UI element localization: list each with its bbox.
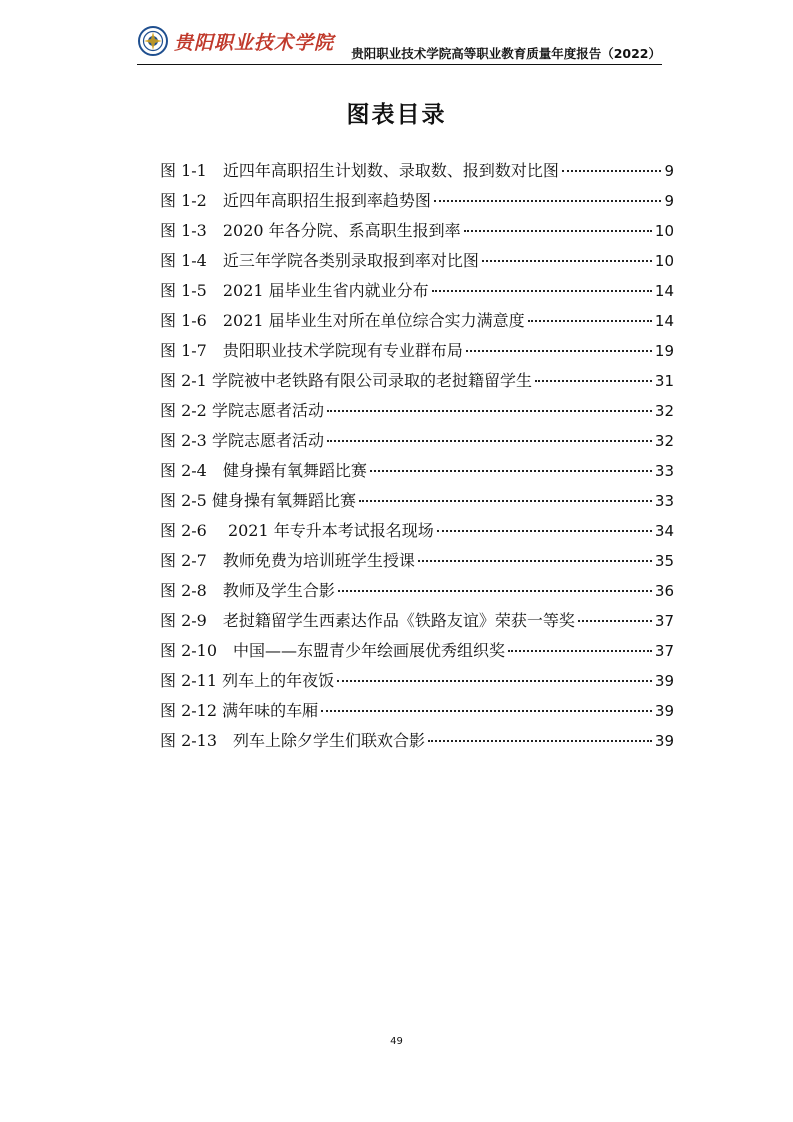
college-seal-icon xyxy=(138,26,168,56)
toc-entry-label: 图 2-4 健身操有氧舞蹈比赛 xyxy=(160,461,367,480)
college-logo xyxy=(138,24,334,58)
toc-entry-page: 10 xyxy=(654,252,674,270)
toc-entry-label: 图 1-6 2021 届毕业生对所在单位综合实力满意度 xyxy=(160,311,525,330)
toc-entry-label: 图 2-9 老挝籍留学生西素达作品《铁路友谊》荣获一等奖 xyxy=(160,611,575,630)
toc-entry-label: 图 2-11 列车上的年夜饭 xyxy=(160,671,335,690)
toc-entry-label: 图 2-12 满年味的车厢 xyxy=(160,701,319,720)
toc-entry-page: 33 xyxy=(654,492,674,510)
dot-leader xyxy=(434,200,662,202)
report-title: 贵阳职业技术学院高等职业教育质量年度报告（2022） xyxy=(351,46,661,61)
toc-entry-label: 图 2-7 教师免费为培训班学生授课 xyxy=(160,551,415,570)
toc-entry[interactable] xyxy=(160,576,674,606)
dot-leader xyxy=(432,290,652,292)
toc-entry[interactable] xyxy=(160,726,674,756)
toc-entry-page: 9 xyxy=(664,192,674,210)
toc-entry-label: 图 2-3 学院志愿者活动 xyxy=(160,431,324,450)
toc-entry[interactable] xyxy=(160,306,674,336)
toc-entry[interactable] xyxy=(160,636,674,666)
dot-leader xyxy=(578,620,652,622)
toc-entry-page: 39 xyxy=(654,702,674,720)
dot-leader xyxy=(535,380,652,382)
toc-entry-page: 9 xyxy=(664,162,674,180)
toc-entry-page: 37 xyxy=(654,642,674,660)
toc-entry-page: 14 xyxy=(654,312,674,330)
toc-entry-page: 39 xyxy=(654,732,674,750)
table-of-figures xyxy=(160,156,674,756)
college-name-calligraphy: 贵阳职业技术学院 xyxy=(174,31,335,54)
toc-entry-page: 39 xyxy=(654,672,674,690)
dot-leader xyxy=(337,680,652,682)
toc-entry[interactable] xyxy=(160,216,674,246)
toc-entry-label: 图 1-5 2021 届毕业生省内就业分布 xyxy=(160,281,429,300)
toc-entry-label: 图 2-13 列车上除夕学生们联欢合影 xyxy=(160,731,426,750)
toc-entry[interactable] xyxy=(160,276,674,306)
toc-entry[interactable] xyxy=(160,246,674,276)
toc-title: 图表目录 xyxy=(346,102,447,128)
toc-entry-label: 图 2-6 2021 年专升本考试报名现场 xyxy=(160,521,434,540)
dot-leader xyxy=(437,530,652,532)
toc-entry-page: 31 xyxy=(654,372,674,390)
toc-entry-page: 32 xyxy=(654,402,674,420)
toc-entry[interactable] xyxy=(160,666,674,696)
toc-entry-label: 图 2-5 健身操有氧舞蹈比赛 xyxy=(160,491,356,510)
dot-leader xyxy=(321,710,652,712)
dot-leader xyxy=(338,590,652,592)
toc-entry[interactable] xyxy=(160,696,674,726)
dot-leader xyxy=(562,170,662,172)
dot-leader xyxy=(418,560,652,562)
toc-entry[interactable] xyxy=(160,606,674,636)
header-divider xyxy=(137,64,662,65)
dot-leader xyxy=(464,230,652,232)
toc-entry-label: 图 1-1 近四年高职招生计划数、录取数、报到数对比图 xyxy=(160,161,559,180)
dot-leader xyxy=(428,740,652,742)
dot-leader xyxy=(359,500,652,502)
toc-entry-page: 14 xyxy=(654,282,674,300)
dot-leader xyxy=(508,650,652,652)
dot-leader xyxy=(482,260,652,262)
dot-leader xyxy=(327,440,652,442)
toc-entry[interactable] xyxy=(160,456,674,486)
toc-entry-label: 图 1-4 近三年学院各类别录取报到率对比图 xyxy=(160,251,479,270)
toc-entry[interactable] xyxy=(160,426,674,456)
dot-leader xyxy=(466,350,652,352)
toc-entry[interactable] xyxy=(160,516,674,546)
toc-entry[interactable] xyxy=(160,366,674,396)
toc-entry[interactable] xyxy=(160,396,674,426)
toc-entry-page: 35 xyxy=(654,552,674,570)
toc-entry-page: 19 xyxy=(654,342,674,360)
toc-entry-page: 10 xyxy=(654,222,674,240)
dot-leader xyxy=(370,470,652,472)
toc-entry[interactable] xyxy=(160,486,674,516)
toc-entry-label: 图 2-10 中国——东盟青少年绘画展优秀组织奖 xyxy=(160,641,506,660)
toc-entry-page: 34 xyxy=(654,522,674,540)
toc-entry-label: 图 1-7 贵阳职业技术学院现有专业群布局 xyxy=(160,341,463,360)
toc-entry[interactable] xyxy=(160,186,674,216)
dot-leader xyxy=(327,410,652,412)
toc-entry-label: 图 2-2 学院志愿者活动 xyxy=(160,401,324,420)
page-number: 49 xyxy=(390,1036,403,1047)
dot-leader xyxy=(528,320,652,322)
toc-entry-page: 37 xyxy=(654,612,674,630)
toc-entry[interactable] xyxy=(160,156,674,186)
toc-entry-label: 图 1-2 近四年高职招生报到率趋势图 xyxy=(160,191,431,210)
toc-entry[interactable] xyxy=(160,336,674,366)
page-header xyxy=(0,0,793,70)
toc-entry-label: 图 2-8 教师及学生合影 xyxy=(160,581,335,600)
toc-entry-page: 33 xyxy=(654,462,674,480)
toc-entry-page: 32 xyxy=(654,432,674,450)
toc-entry[interactable] xyxy=(160,546,674,576)
toc-entry-page: 36 xyxy=(654,582,674,600)
toc-entry-label: 图 1-3 2020 年各分院、系高职生报到率 xyxy=(160,221,461,240)
toc-entry-label: 图 2-1 学院被中老铁路有限公司录取的老挝籍留学生 xyxy=(160,371,532,390)
